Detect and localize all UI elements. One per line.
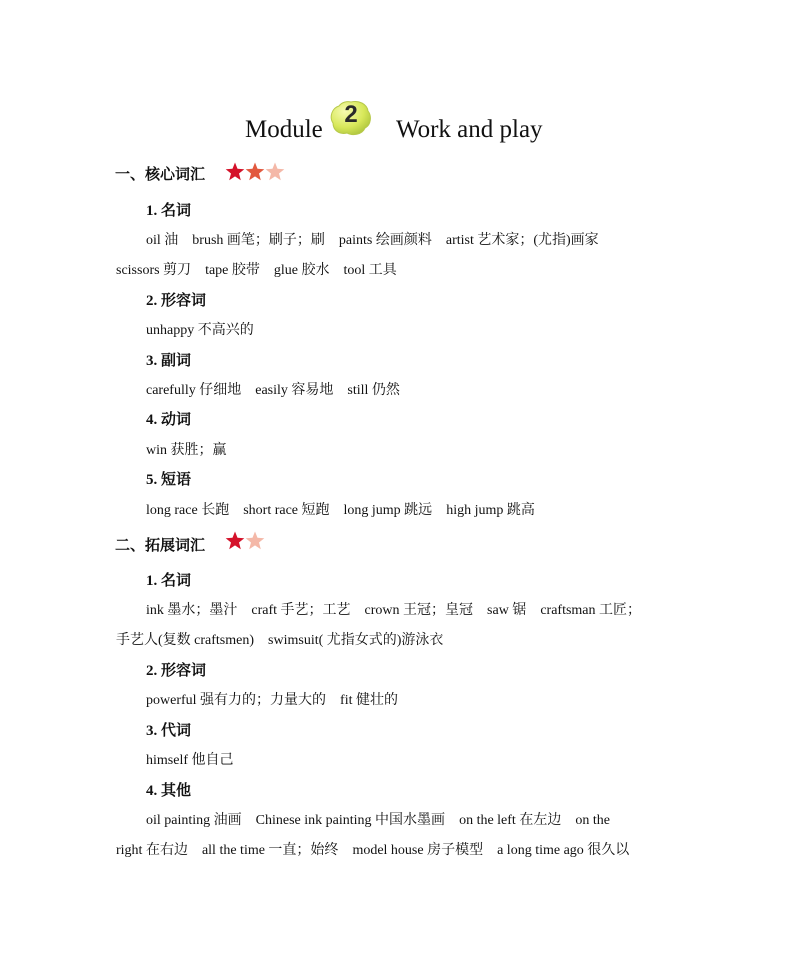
vocab-entry: paints 绘画颜料 — [338, 233, 432, 248]
star-icon — [245, 162, 265, 181]
vocab-entry: artist 艺术家；(尤指)画家 — [445, 233, 599, 248]
vocab-line — [116, 839, 629, 859]
vocab-line — [146, 689, 398, 709]
vocab-line — [116, 629, 443, 649]
vocab-entry: all the time 一直；始终 — [201, 843, 339, 858]
subsection-label: 2. 形容词 — [146, 663, 207, 679]
vocab-entry: glue 胶水 — [273, 263, 330, 278]
vocab-entry: 手艺人(复数 craftsmen) — [116, 633, 255, 648]
vocab-entry: on the — [575, 813, 610, 828]
vocab-line — [116, 259, 397, 279]
vocab-entry: saw 锯 — [487, 603, 527, 618]
subsection-label: 1. 名词 — [146, 203, 192, 219]
vocab-entry: powerful 强有力的；力量大的 — [146, 693, 327, 708]
vocab-entry: a long time ago 很久以 — [497, 843, 630, 858]
section-heading: 二、拓展词汇 — [115, 536, 206, 554]
star-icon — [225, 162, 245, 181]
vocab-line — [146, 229, 599, 249]
vocab-line — [146, 439, 227, 459]
subsection-label: 1. 名词 — [146, 573, 192, 589]
module-number: 2 — [344, 101, 358, 128]
vocab-entry: fit 健壮的 — [340, 693, 398, 708]
vocab-entry: tool 工具 — [343, 263, 397, 278]
vocab-entry: win 获胜；赢 — [146, 443, 227, 458]
vocab-line — [146, 499, 535, 519]
vocab-line — [146, 379, 400, 399]
vocab-entry: right 在右边 — [116, 843, 188, 858]
vocab-entry: tape 胶带 — [205, 263, 260, 278]
module-name: Work and play — [396, 116, 543, 143]
vocab-line — [146, 319, 254, 339]
vocab-entry: on the left 在左边 — [459, 813, 562, 828]
section-heading: 一、核心词汇 — [115, 165, 206, 183]
vocab-entry: craftsman 工匠； — [540, 603, 642, 618]
vocab-entry: still 仍然 — [347, 383, 400, 398]
vocab-line — [146, 599, 641, 619]
vocab-entry: ink 墨水；墨汁 — [146, 603, 238, 618]
subsection-label: 5. 短语 — [146, 472, 192, 488]
vocab-entry: brush 画笔；刷子；刷 — [192, 233, 325, 248]
vocab-entry: oil painting 油画 — [146, 813, 242, 828]
module-word: Module — [245, 116, 323, 143]
vocab-entry: high jump 跳高 — [446, 503, 535, 518]
vocab-entry: short race 短跑 — [243, 503, 330, 518]
star-icon — [225, 531, 245, 550]
vocab-entry: crown 王冠；皇冠 — [364, 603, 474, 618]
rating-stars — [225, 162, 285, 182]
vocab-entry: scissors 剪刀 — [116, 263, 192, 278]
vocab-entry: himself 他自己 — [146, 753, 234, 768]
subsection-label: 2. 形容词 — [146, 293, 207, 309]
subsection-label: 4. 动词 — [146, 412, 192, 428]
subsection-label: 4. 其他 — [146, 783, 192, 799]
vocab-entry: oil 油 — [146, 233, 179, 248]
vocab-entry: swimsuit( 尤指女式的)游泳衣 — [268, 633, 444, 648]
page-title — [0, 96, 794, 156]
vocab-entry: model house 房子模型 — [352, 843, 484, 858]
star-icon — [265, 162, 285, 181]
vocab-entry: craft 手艺；工艺 — [251, 603, 351, 618]
star-icon — [245, 531, 265, 550]
rating-stars — [225, 531, 265, 551]
subsection-label: 3. 代词 — [146, 723, 192, 739]
vocab-entry: long race 长跑 — [146, 503, 230, 518]
vocab-entry: unhappy 不高兴的 — [146, 323, 254, 338]
vocab-entry: carefully 仔细地 — [146, 383, 242, 398]
vocab-line — [146, 809, 610, 829]
vocab-entry: easily 容易地 — [255, 383, 334, 398]
vocab-line — [146, 749, 234, 769]
module-badge-icon — [330, 100, 372, 136]
vocab-entry: long jump 跳远 — [343, 503, 433, 518]
vocab-entry: Chinese ink painting 中国水墨画 — [255, 813, 446, 828]
subsection-label: 3. 副词 — [146, 353, 192, 369]
